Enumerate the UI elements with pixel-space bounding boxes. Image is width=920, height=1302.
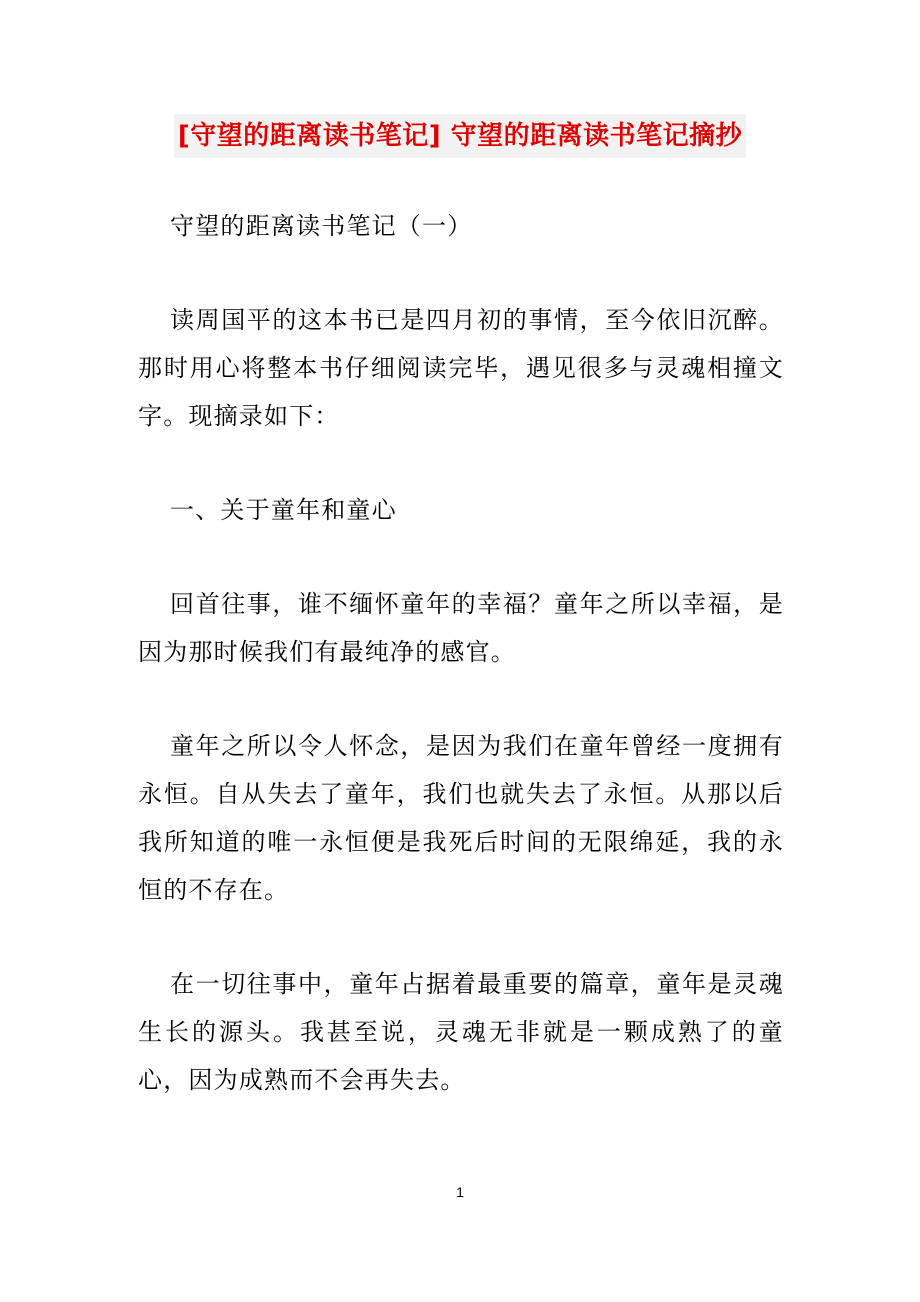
document-body: [138, 202, 784, 1150]
section-heading: 守望的距离读书笔记（一）: [170, 212, 473, 240]
paragraph: 回首往事，谁不缅怀童年的幸福？童年之所以幸福，是因为那时候我们有最纯净的感官。: [138, 590, 784, 666]
title-container: [0, 114, 920, 158]
page-number: 1: [456, 1184, 464, 1200]
paragraph: 读周国平的这本书已是四月初的事情，至今依旧沉醉。那时用心将整本书仔细阅读完毕，遇见很多与灵魂相撞文字。现摘录如下：: [138, 306, 784, 430]
paragraph: 在一切往事中，童年占据着最重要的篇章，童年是灵魂生长的源头。我甚至说，灵魂无非就是一颗成熟了的童心，因为成熟而不会再失去。: [138, 970, 784, 1094]
section-heading: 一、关于童年和童心: [170, 496, 397, 524]
document-title: [守望的距离读书笔记] 守望的距离读书笔记摘抄: [174, 114, 746, 158]
paragraph: 童年之所以令人怀念，是因为我们在童年曾经一度拥有永恒。自从失去了童年，我们也就失去了永恒。从那以后我所知道的唯一永恒便是我死后时间的无限绵延，我的永恒的不存在。: [138, 732, 784, 904]
